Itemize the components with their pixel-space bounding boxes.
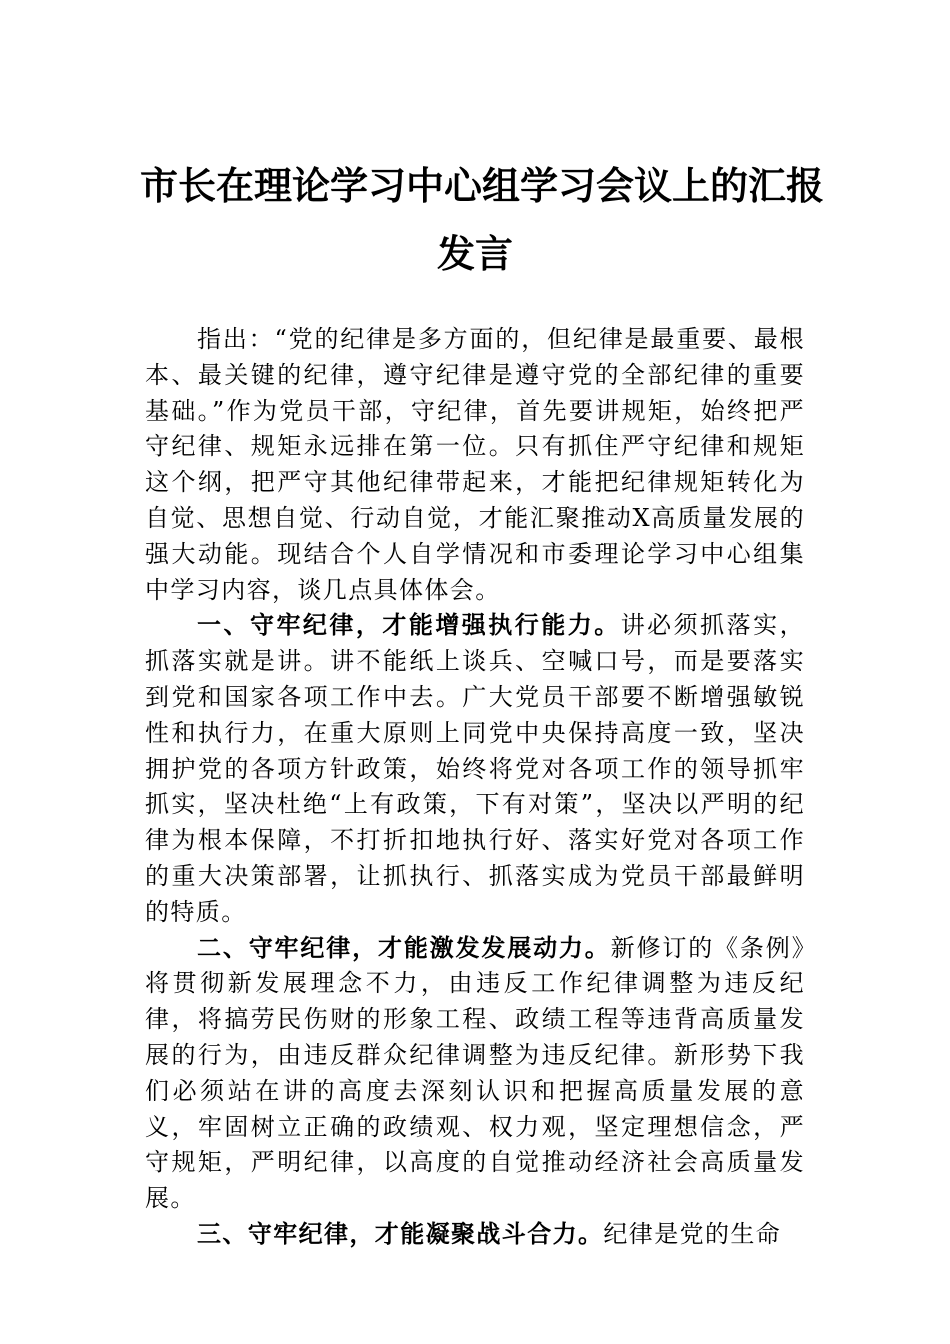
section-paragraph-1 xyxy=(145,608,805,930)
section-text-3: 纪律是党的生命 xyxy=(603,1219,782,1248)
section-text-2: 新修订的《条例》将贯彻新发展理念不力，由违反工作纪律调整为违反纪律，将搞劳民伤财的形象工程、政绩工程等违背高质量发展的行为，由违反群众纪律调整为违反纪律。新形势下我们必须站在讲的高度去深刻认识和把握高质量发展的意义，牢固树立正确的政绩观、权力观，坚定理想信念，严守规矩，严明纪律，以高度的自觉推动经济社会高质量发展。 xyxy=(145,933,806,1213)
document-title-line-2: 发言 xyxy=(436,231,513,276)
section-paragraph-2 xyxy=(145,931,805,1217)
intro-paragraph xyxy=(145,322,805,608)
section-heading-2: 二、守牢纪律，才能激发发展动力。 xyxy=(197,933,611,962)
section-heading-3: 三、守牢纪律，才能凝聚战斗合力。 xyxy=(197,1219,604,1248)
document-title-line-1: 市长在理论学习中心组学习会议上的汇报 xyxy=(140,163,825,208)
section-text-1: 讲必须抓落实，抓落实就是讲。讲不能纸上谈兵、空喊口号，而是要落实到党和国家各项工作中去。广大党员干部要不断增强敏锐性和执行力，在重大原则上同党中央保持高度一致，坚决拥护党的各项方针政策，始终将党对各项工作的领导抓牢抓实，坚决杜绝“上有政策，下有对策”，坚决以严明的纪律为根本保障，不打折扣地执行好、落实好党对各项工作的重大决策部署，让抓执行、抓落实成为党员干部最鲜明的特质。 xyxy=(145,611,805,926)
section-heading-1: 一、守牢纪律，才能增强执行能力。 xyxy=(197,611,621,640)
intro-paragraph-text: 指出：“党的纪律是多方面的，但纪律是最重要、最根本、最关键的纪律，遵守纪律是遵守党的全部纪律的重要基础。”作为党员干部，守纪律，首先要讲规矩，始终把严守纪律、规矩永远排在第一位。只有抓住严守纪律和规矩这个纲，把严守其他纪律带起来，才能把纪律规矩转化为自觉、思想自觉、行动自觉，才能汇聚推动X高质量发展的强大动能。现结合个人自学情况和市委理论学习中心组集中学习内容，谈几点具体体会。 xyxy=(145,325,805,604)
section-paragraph-3 xyxy=(145,1217,805,1253)
document-body xyxy=(145,322,805,1253)
